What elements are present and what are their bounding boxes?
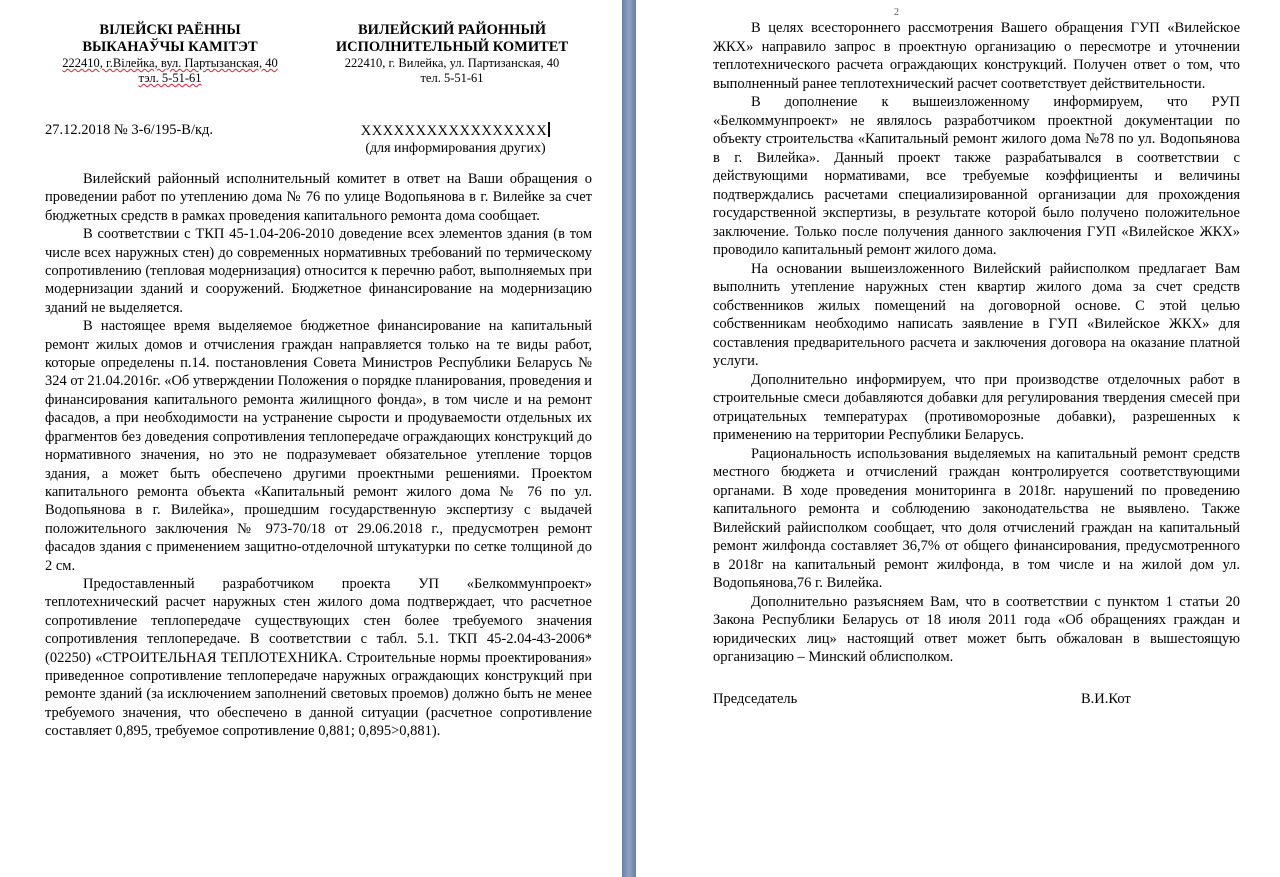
addressee-block bbox=[348, 122, 563, 157]
addressee-note: (для информирования других) bbox=[365, 141, 546, 156]
signatory-name: В.И.Кот bbox=[1081, 690, 1131, 707]
org-phone-russian: тел. 5-51-61 bbox=[420, 71, 484, 85]
paragraph: В дополнение к вышеизложенному информируем, что РУП «Белкоммунпроект» не являлось разработчиком проектной документации по объекту строительства «Капитальный ремонт жилого дома №78 по ул. Водопьянова в г. Вилейка». Данный проект также разрабатывался в соответствии с действующими нормативами, все требуемые коэффициенты и величины подтверждались расчетами специализированной организации для прохождения государственной экспертизы, в результате которой было получено положительное заключение. Только после получения данного заключения ГУП «Вилейское ЖКХ» проводило капитальный ремонт жилого дома. bbox=[713, 94, 1240, 258]
paragraph: Дополнительно разъясняем Вам, что в соответствии с пунктом 1 статьи 20 Закона Республики Беларусь от 18 июля 2011 года «Об обращениях граждан и юридических лиц» настоящий ответ может быть обжалован в вышестоящую организацию – Минский облисполком. bbox=[713, 593, 1240, 665]
paragraph: На основании вышеизложенного Вилейский райисполком предлагает Вам выполнить утепление наружных стен квартир жилого дома за счет средств собственников жилых помещений на договорной основе. С этой целью собственникам необходимо написать заявление в ГУП «Вилейское ЖКХ» для составления предварительного расчета и заключения договора на оказание платной услуги. bbox=[713, 260, 1240, 369]
signatory-title: Председатель bbox=[713, 690, 798, 707]
letterhead-russian bbox=[327, 22, 577, 86]
org-address-russian: 222410, г. Вилейка, ул. Партизанская, 40 bbox=[344, 56, 560, 70]
letterhead-belarusian bbox=[45, 22, 295, 86]
document-page-2 bbox=[636, 0, 1280, 877]
paragraph: В соответствии с ТКП 45-1.04-206-2010 доведение всех элементов здания (в том числе всех наружных стен) до современных нормативных требований по термическому сопротивлению (тепловая модернизация) относится к перечню работ, выполняемых при модернизации зданий и сооружений. Бюджетное финансирование на модернизацию зданий не выделяется. bbox=[45, 226, 592, 316]
document-page-1 bbox=[0, 0, 622, 877]
paragraph: Предоставленный разработчиком проекта УП «Белкоммунпроект» теплотехнический расчет наружных стен жилого дома подтверждает, что расчетное сопротивление теплопередаче существующих стен более требуемого значения сопротивления теплопередаче. В соответствии с табл. 5.1. ТКП 45-2.04-43-2006* (02250) «СТРОИТЕЛЬНАЯ ТЕПЛОТЕХНИКА. Строительные нормы проектирования» приведенное сопротивление теплопередаче наружных ограждающих конструкций при ремонте зданий (за исключением заполнений световых проемов) должно быть не менее требуемого значения, что обеспечено в данной ситуации (расчетное сопротивление составляет 0,895, требуемое сопротивление 0,881; 0,895>0,881). bbox=[45, 575, 592, 740]
page-separator bbox=[622, 0, 636, 877]
org-name-russian: ВИЛЕЙСКИЙ РАЙОННЫЙ ИСПОЛНИТЕЛЬНЫЙ КОМИТЕТ bbox=[335, 22, 569, 55]
paragraph: В настоящее время выделяемое бюджетное финансирование на капитальный ремонт жилых домов и отчисления граждан направляется только на те виды работ, которые определены п.14. постановления Совета Министров Республики Беларусь № 324 от 21.04.2016г. «Об утверждении Положения о порядке планирования, проведения и финансирования капитального ремонта жилищного фонда», в том числе и на ремонт фасадов, а при необходимости на устранение сырости и продуваемости отдельных их фрагментов без доведения сопротивления теплопередаче ограждающих конструкций до нормативного значения, но это не подразумевает обязательное утепление торцов здания, а может быть обеспечено другими проектными решениями. Проектом капитального ремонта объекта «Капитальный ремонт жилого дома № 76 по ул. Водопьянова в г. Вилейка», прошедшим государственную экспертизу с выдачей положительного заключения № 973-70/18 от 29.06.2018 г., предусмотрен ремонт фасадов здания с применением защитно-отделочной штукатурки по сетке толщиной до 2 см. bbox=[45, 318, 592, 574]
paragraph: Дополнительно информируем, что при производстве отделочных работ в строительные смеси добавляются добавки для регулирования твердения смесей при отрицательных температурах (противоморозные добавки), разрешенных к применению на территории Республики Беларусь. bbox=[713, 371, 1240, 443]
letterhead bbox=[45, 22, 592, 112]
document-reference: 27.12.2018 № 3-6/195-В/кд. bbox=[45, 122, 214, 138]
org-name-belarusian: ВІЛЕЙСКІ РАЁННЫ ВЫКАНАЎЧЫ КАМІТЭТ bbox=[82, 22, 258, 55]
org-address-belarusian: 222410, г.Вілейка, вул. Партызанская, 40 bbox=[62, 56, 278, 70]
org-phone-belarusian: тэл. 5-51-61 bbox=[138, 71, 202, 85]
paragraph: В целях всестороннего рассмотрения Вашего обращения ГУП «Вилейское ЖКХ» направило запрос в проектную организацию о пересмотре и уточнении теплотехнического расчета ограждающих конструкций. Получен ответ о том, что выполненный ранее теплотехнический расчет соответствует действительности. bbox=[713, 20, 1240, 92]
page-2-body bbox=[713, 19, 1240, 667]
addressee-name: XXXXXXXXXXXXXXXXX bbox=[348, 122, 563, 140]
page-number: 2 bbox=[894, 7, 899, 18]
paragraph: Вилейский районный исполнительный комитет в ответ на Ваши обращения о проведении работ по утеплению дома № 76 по улице Водопьянова в г. Вилейке за счет бюджетных средств в рамках проведения капитального ремонта дома сообщает. bbox=[45, 171, 592, 224]
page-1-body bbox=[45, 170, 592, 741]
reference-row bbox=[45, 122, 592, 170]
signature-block bbox=[713, 691, 1240, 711]
paragraph: Рациональность использования выделяемых на капитальный ремонт средств местного бюджета и отчислений граждан контролируется соответствующими органами. В ходе проведения мониторинга в 2018г. нарушений по проведению капитального ремонта и соблюдению законодательства не выявлено. Также Вилейский райисполком сообщает, что доля отчислений граждан на капитальный ремонт жилфонда составляет 36,7% от общего финансирования, предусмотренного в 2018г на капитальный ремонт жилфонда, в том числе и на жилой дом ул. Водопьянова,76 г. Вилейка. bbox=[713, 445, 1240, 591]
